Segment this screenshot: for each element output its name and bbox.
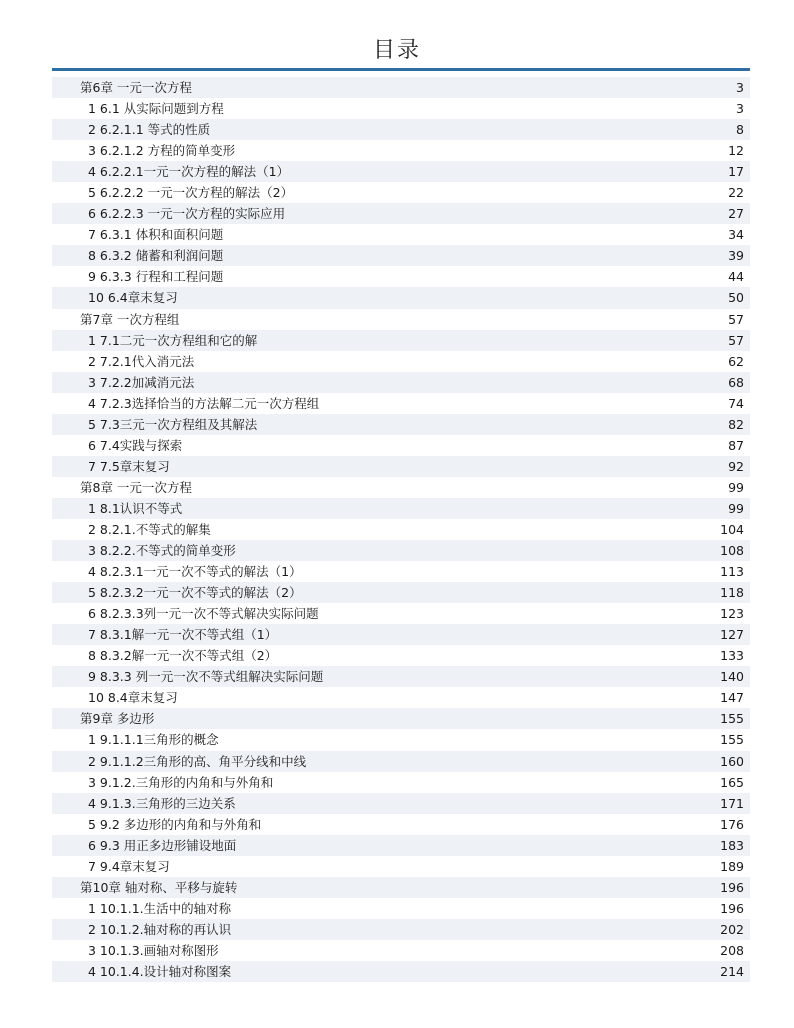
toc-entry-row[interactable]: [52, 245, 750, 266]
toc-entry-title: 2 10.1.2.轴对称的再认识: [88, 921, 232, 937]
toc-entry-title: 1 7.1二元一次方程组和它的解: [88, 332, 258, 348]
toc-page-number: 62: [728, 353, 744, 369]
toc-entry-title: 4 8.2.3.1一元一次不等式的解法（1）: [88, 564, 302, 580]
toc-entry-row[interactable]: [52, 498, 750, 519]
toc-entry-title: 第9章 多边形: [80, 711, 155, 727]
toc-entry-row[interactable]: [52, 140, 750, 161]
toc-entry-title: 1 10.1.1.生活中的轴对称: [88, 900, 232, 916]
toc-page-number: 22: [728, 185, 744, 201]
table-of-contents: [52, 77, 750, 982]
toc-entry-row[interactable]: [52, 603, 750, 624]
toc-entry-row[interactable]: [52, 119, 750, 140]
toc-page-number: 99: [728, 479, 744, 495]
toc-entry-row[interactable]: [52, 940, 750, 961]
toc-page-number: 3: [736, 80, 744, 96]
toc-entry-title: 10 6.4章末复习: [88, 290, 178, 306]
toc-entry-title: 第7章 一次方程组: [80, 311, 180, 327]
toc-entry-title: 2 8.2.1.不等式的解集: [88, 522, 211, 537]
toc-entry-row[interactable]: [52, 224, 750, 245]
toc-entry-title: 4 7.2.3选择恰当的方法解二元一次方程组: [88, 395, 320, 411]
toc-entry-title: 7 9.4章末复习: [88, 858, 170, 874]
toc-page-number: 160: [720, 753, 744, 769]
toc-page-number: 133: [720, 648, 744, 664]
toc-entry-row[interactable]: [52, 645, 750, 666]
toc-entry-title: 5 8.2.3.2一元一次不等式的解法（2）: [88, 585, 302, 601]
toc-page-number: 74: [728, 395, 744, 411]
toc-page-number: 27: [728, 206, 744, 222]
toc-page-number: 214: [720, 963, 744, 979]
toc-entry-title: 6 7.4实践与探索: [88, 437, 183, 453]
toc-page-number: 8: [736, 122, 744, 138]
toc-entry-row[interactable]: [52, 835, 750, 856]
toc-page-number: 208: [720, 942, 744, 958]
title-divider: [52, 68, 750, 71]
toc-entry-title: 7 7.5章末复习: [88, 458, 170, 474]
toc-entry-row[interactable]: [52, 961, 750, 982]
toc-entry-title: 4 10.1.4.设计轴对称图案: [88, 963, 232, 979]
toc-page-number: 57: [728, 311, 744, 327]
toc-entry-row[interactable]: [52, 330, 750, 351]
toc-entry-title: 9 6.3.3 行程和工程问题: [88, 269, 224, 285]
toc-entry-row[interactable]: [52, 856, 750, 877]
toc-entry-row[interactable]: [52, 372, 750, 393]
toc-entry-title: 第6章 一元一次方程: [80, 80, 192, 96]
toc-page-number: 183: [720, 837, 744, 853]
toc-entry-row[interactable]: [52, 582, 750, 603]
toc-page-number: 12: [728, 143, 744, 159]
toc-entry-title: 1 8.1认识不等式: [88, 500, 183, 516]
toc-entry-row[interactable]: [52, 687, 750, 708]
toc-page-number: 50: [728, 290, 744, 306]
toc-entry-title: 5 7.3三元一次方程组及其解法: [88, 416, 258, 432]
toc-entry-row[interactable]: [52, 919, 750, 940]
toc-page-number: 44: [728, 269, 744, 285]
toc-entry-row[interactable]: [52, 540, 750, 561]
toc-entry-title: 9 8.3.3 列一元一次不等式组解决实际问题: [88, 669, 324, 685]
toc-entry-row[interactable]: [52, 772, 750, 793]
toc-entry-title: 7 6.3.1 体积和面积问题: [88, 227, 224, 243]
toc-page-number: 57: [728, 332, 744, 348]
toc-entry-title: 1 6.1 从实际问题到方程: [88, 101, 224, 117]
toc-entry-title: 第8章 一元一次方程: [80, 479, 192, 495]
toc-page-number: 171: [720, 795, 744, 811]
toc-page-number: 87: [728, 437, 744, 453]
toc-chapter-row[interactable]: [52, 77, 750, 98]
toc-entry-title: 2 7.2.1代入消元法: [88, 353, 195, 369]
toc-entry-title: 5 6.2.2.2 一元一次方程的解法（2）: [88, 185, 294, 201]
toc-page-number: 17: [728, 164, 744, 180]
toc-entry-row[interactable]: [52, 435, 750, 456]
toc-page-number: 155: [720, 732, 744, 748]
toc-page-number: 202: [720, 921, 744, 937]
toc-entry-title: 4 6.2.2.1一元一次方程的解法（1）: [88, 164, 290, 180]
toc-page-number: 127: [720, 627, 744, 643]
toc-entry-title: 7 8.3.1解一元一次不等式组（1）: [88, 627, 278, 643]
toc-entry-title: 3 9.1.2.三角形的内角和与外角和: [88, 774, 274, 790]
toc-entry-title: 6 9.3 用正多边形铺设地面: [88, 837, 237, 853]
toc-entry-row[interactable]: [52, 351, 750, 372]
toc-entry-row[interactable]: [52, 182, 750, 203]
toc-page-number: 113: [720, 564, 744, 580]
toc-page-number: 196: [720, 879, 744, 895]
toc-page-number: 147: [720, 690, 744, 706]
toc-entry-row[interactable]: [52, 898, 750, 919]
toc-entry-title: 第10章 轴对称、平移与旋转: [80, 879, 238, 895]
toc-page-number: 104: [720, 522, 744, 537]
toc-entry-title: 2 6.2.1.1 等式的性质: [88, 122, 211, 138]
toc-entry-row[interactable]: [52, 666, 750, 687]
toc-page-number: 155: [720, 711, 744, 727]
toc-chapter-row[interactable]: [52, 877, 750, 898]
toc-chapter-row[interactable]: [52, 309, 750, 330]
toc-entry-row[interactable]: [52, 393, 750, 414]
toc-entry-row[interactable]: [52, 456, 750, 477]
toc-chapter-row[interactable]: [52, 477, 750, 498]
toc-page-number: 189: [720, 858, 744, 874]
toc-entry-title: 6 8.2.3.3列一元一次不等式解决实际问题: [88, 606, 319, 622]
page-title: 目录: [372, 38, 421, 63]
toc-entry-row[interactable]: [52, 729, 750, 750]
toc-entry-title: 1 9.1.1.1三角形的概念: [88, 732, 219, 748]
toc-entry-title: 5 9.2 多边形的内角和与外角和: [88, 816, 262, 832]
toc-page-number: 165: [720, 774, 744, 790]
toc-page-number: 196: [720, 900, 744, 916]
toc-entry-title: 3 8.2.2.不等式的简单变形: [88, 543, 236, 559]
toc-page-number: 108: [720, 543, 744, 559]
toc-page-number: 140: [720, 669, 744, 685]
toc-page-number: 39: [728, 248, 744, 264]
toc-page-number: 34: [728, 227, 744, 243]
toc-entry-title: 3 10.1.3.画轴对称图形: [88, 942, 219, 958]
toc-entry-row[interactable]: [52, 203, 750, 224]
toc-entry-title: 4 9.1.3.三角形的三边关系: [88, 795, 236, 811]
toc-entry-row[interactable]: [52, 561, 750, 582]
toc-entry-row[interactable]: [52, 814, 750, 835]
toc-page-number: 176: [720, 816, 744, 832]
toc-entry-row[interactable]: [52, 98, 750, 119]
toc-page-number: 123: [720, 606, 744, 622]
toc-page-number: 68: [728, 374, 744, 390]
toc-entry-title: 3 7.2.2加减消元法: [88, 374, 195, 390]
toc-page-number: 118: [720, 585, 744, 601]
toc-page-number: 82: [728, 416, 744, 432]
toc-page-number: 3: [736, 101, 744, 117]
toc-entry-row[interactable]: [52, 793, 750, 814]
toc-entry-title: 3 6.2.1.2 方程的简单变形: [88, 143, 236, 159]
toc-entry-row[interactable]: [52, 161, 750, 182]
toc-entry-row[interactable]: [52, 287, 750, 308]
toc-entry-title: 2 9.1.1.2三角形的高、角平分线和中线: [88, 753, 307, 769]
toc-chapter-row[interactable]: [52, 708, 750, 729]
toc-entry-title: 6 6.2.2.3 一元一次方程的实际应用: [88, 206, 286, 222]
toc-entry-title: 10 8.4章末复习: [88, 690, 178, 706]
toc-entry-row[interactable]: [52, 624, 750, 645]
toc-entry-row[interactable]: [52, 751, 750, 772]
toc-entry-row[interactable]: [52, 266, 750, 287]
toc-entry-row[interactable]: [52, 519, 750, 540]
toc-entry-title: 8 6.3.2 储蓄和利润问题: [88, 248, 224, 264]
toc-entry-title: 8 8.3.2解一元一次不等式组（2）: [88, 648, 278, 664]
toc-page-number: 92: [728, 458, 744, 474]
toc-page-number: 99: [728, 500, 744, 516]
toc-entry-row[interactable]: [52, 414, 750, 435]
